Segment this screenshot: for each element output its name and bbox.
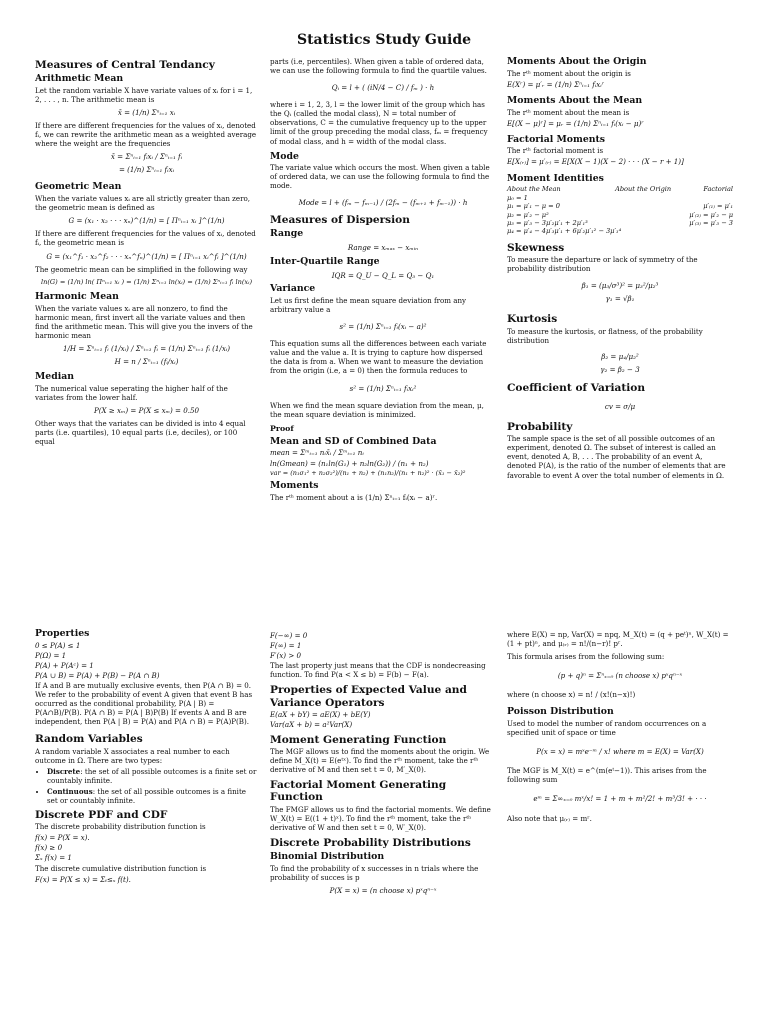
poisson-sum-equation: eᵐ = Σ∞ₓ₌₀ mˣ/x! = 1 + m + m²/2! + m³/3! + · · · <box>533 794 707 804</box>
mm-text: The rᵗʰ moment about the mean is <box>507 107 630 117</box>
column-2 <box>270 57 496 504</box>
hm-text: When the variate values xᵢ are all nonzero, to find the harmonic mean, first invert all the variate values and then find the arithmetic mean. This will give you the invers of the harmonic mean <box>35 303 253 341</box>
table-row <box>507 194 733 202</box>
mgf-text: The MGF allows us to find the moments about the origin. We define M_X(t) = E(eᵗˣ). To find the rᵗʰ moment, take the rᵗʰ derivative of M and then set t = 0, M′_X(0). <box>270 747 490 775</box>
mo-equation: E(Xʳ) = μ′ᵣ = (1/n) Σⁿᵢ₌₁ fᵢxᵢʳ <box>507 79 605 89</box>
heading-median: Median <box>35 371 75 383</box>
heading-coef-variation: Coefficient of Variation <box>507 381 646 394</box>
poisson-note: Also note that μ₍ᵣ₎ = mʳ. <box>507 813 592 823</box>
heading-iqr: Inter-Quartile Range <box>270 255 380 267</box>
list-item: P(A ∪ B) = P(A) + P(B) − P(A ∩ B) <box>35 670 160 680</box>
list-item: Σₓ f(x) = 1 <box>35 853 72 863</box>
mi-cell: μ₃ = μ′₃ − 3μ′₂μ′₁ + 2μ′₁³ <box>507 218 588 227</box>
ev-line-2: Var(aX + b) = a²Var(X) <box>270 719 353 729</box>
heading-kurtosis: Kurtosis <box>507 313 558 326</box>
am-equation: x̄ = (1/n) Σⁿᵢ₌₁ xᵢ <box>117 108 176 118</box>
table-row <box>507 202 733 210</box>
gm-simplify-text: The geometric mean can be simplified in the following way <box>35 264 248 274</box>
gm-equation: G = (x₁ · x₂ · · · xₙ)^(1/n) = [ Πⁿᵢ₌₁ xᵢ ]^(1/n) <box>68 216 225 226</box>
rv-continuous-term: Continuous <box>47 786 93 796</box>
combined-equation-2: ln(Gmean) = (n₁ln(G₁) + n₂ln(G₂)) / (n₁ + n₂) <box>270 458 429 468</box>
column-3 <box>507 54 733 482</box>
pdf-list <box>35 833 258 862</box>
table-row <box>507 227 733 235</box>
binom-where: where E(X) = np, Var(X) = npq, M_X(t) = (q + peᵗ)ⁿ, W_X(t) = (1 + pt)ⁿ, and μ₍ᵣ₎ = n!/(n−r)! pʳ. <box>507 630 729 649</box>
variance-equation-2: s² = (1/n) Σⁿᵢ₌₁ fᵢxᵢ² <box>349 383 417 393</box>
variance-text-3: When we find the mean square deviation from the mean, μ, the mean square deviation is minimized. <box>270 400 484 419</box>
cdf-equation: F(x) = P(X ≤ x) = Σₜ≤ₓ f(t). <box>35 874 131 884</box>
heading-arithmetic-mean: Arithmetic Mean <box>35 73 124 85</box>
table-row <box>507 219 733 227</box>
combined-equation-1: mean = Σᵐᵢ₌₁ nᵢx̄ᵢ / Σᵐᵢ₌₁ nᵢ <box>270 448 364 458</box>
heading-geometric-mean: Geometric Mean <box>35 181 122 193</box>
poisson-text: Used to model the number of random occurrences on a specified unit of space or time <box>507 719 707 738</box>
heading-proof: Proof <box>270 423 294 433</box>
hm-equation-2: H = n / Σⁿᵢ₌₁ (fᵢ/xᵢ) <box>114 357 179 367</box>
heading-moments-origin: Moments About the Origin <box>507 56 647 67</box>
binom-formula-text: This formula arises from the following sum: <box>507 652 665 662</box>
heading-fmgf: Factorial Moment Generating Function <box>270 779 447 804</box>
heading-moment-identities: Moment Identities <box>507 172 604 184</box>
pdf-text: The discrete probability distribution function is <box>35 822 206 832</box>
am-text: Let the random variable X have variate values of xᵢ for i = 1, 2, . . . , n. The arithmetic mean is <box>35 85 253 104</box>
heading-probability: Probability <box>507 421 573 434</box>
poisson-mgf-text: The MGF is M_X(t) = e^(m(eᵗ−1)). This arises from the following sum <box>507 766 707 785</box>
cdf-text: The discrete cumulative distribution function is <box>35 863 207 873</box>
heading-dispersion: Measures of Dispersion <box>270 213 410 226</box>
mi-cell: μ₁ = μ′₁ − μ = 0 <box>507 202 560 211</box>
mm-equation: E[(X − μ)ʳ] = μᵣ = (1/n) Σⁿᵢ₌₁ fᵢ(xᵢ − μ)ʳ <box>507 118 644 128</box>
mi-header-mean: About the Mean <box>507 185 561 194</box>
kurt-equation-1: β₂ = μ₄/μ₂² <box>601 351 639 361</box>
quartile-text: parts (i.e, percentiles). When given a table of ordered data, we can use the following formula to find the quartile values. <box>270 57 487 76</box>
properties-text: If A and B are mutually exclusive events, then P(A ∩ B) = 0. We refer to the probability of event A given that event B has occurred as the conditional probability, P(A | B) = P(A∩B)/P(B). P(A ∩ B) = P(A | B)P(B) If events A and B are independent, then P(A | B) = P(A) and P(A ∩ B) = P(A)P(B). <box>35 681 253 727</box>
list-item: P(Ω) = 1 <box>35 650 67 660</box>
heading-poisson: Poisson Distribution <box>507 706 614 718</box>
gm-simplify-equation: ln(G) = (1/n) ln( Πⁿᵢ₌₁ xᵢ ) = (1/n) Σⁿᵢ₌₁ ln(xᵢ) = (1/n) Σⁿᵢ₌₁ fᵢ ln(xᵢ) <box>40 277 253 286</box>
binom-equation: P(X = x) = (n choose x) pˣqⁿ⁻ˣ <box>329 885 437 895</box>
list-item: P(A) + P(Aᶜ) = 1 <box>35 660 94 670</box>
heading-moments-mean: Moments About the Mean <box>507 94 643 106</box>
am-freq-text: If there are different frequencies for the values of xᵢ, denoted fᵢ, we can rewrite the arithmetic mean as a weighted average where the weight are the frequencies <box>35 121 257 149</box>
fmgf-text: The FMGF allows us to find the factorial moments. We define W_X(t) = E((1 + t)ˣ). To find the rᵗʰ moment, take the rᵗʰ derivative of W and then set t = 0, W′_X(0). <box>270 804 491 832</box>
skew-text: To measure the departure or lack of symmetry of the probability distribution <box>507 255 698 274</box>
hm-equation-1: 1/H = Σⁿᵢ₌₁ fᵢ (1/xᵢ) / Σⁿᵢ₌₁ fᵢ = (1/n) Σⁿᵢ₌₁ fᵢ (1/xᵢ) <box>62 344 231 354</box>
am-freq-equation-1: x̄ = Σⁿᵢ₌₁ fᵢxᵢ / Σⁿᵢ₌₁ fᵢ <box>110 152 183 162</box>
mi-header-factorial: Factorial <box>703 185 733 194</box>
table-row <box>507 211 733 219</box>
mi-cell: μ₀ = 1 <box>507 193 528 202</box>
list-item: F(−∞) = 0 <box>270 631 308 640</box>
rv-discrete-term: Discrete <box>47 766 81 776</box>
column-1 <box>35 54 258 448</box>
list-item: f(x) ≥ 0 <box>35 843 63 853</box>
heading-harmonic-mean: Harmonic Mean <box>35 291 119 303</box>
quartile-where: where i = 1, 2, 3, l = the lower limit of the group which has the Qᵢ (called the modal class), N = total number of observations, C = the cumulative frequency up to the upper limit of the group preceding the modal class, fₘ = frequency of modal class, and h = width of the modal class. <box>270 100 488 146</box>
cv-equation: cv = σ/μ <box>604 401 636 411</box>
fm-equation: E[X₍ᵣ₎] = μ′₍ᵣ₎ = E[X(X − 1)(X − 2) · · · (X − r + 1)] <box>507 157 684 167</box>
gm-text: When the variate values xᵢ are all strictly greater than zero, the geometric mean is defined as <box>35 194 251 213</box>
list-item: F(∞) = 1 <box>270 641 302 651</box>
heading-properties: Properties <box>35 628 90 639</box>
mi-cell: μ₂ = μ′₂ − μ² <box>507 210 549 219</box>
list-item: f(x) = P(X = x). <box>35 833 90 843</box>
median-text-2: Other ways that the variates can be divided is into 4 equal parts (i.e. quartiles), 10 equal parts (i.e, deciles), or 100 equal <box>35 419 246 447</box>
gm-freq-text: If there are different frequencies for the values of xᵢ, denoted fᵢ, the geometric mean is <box>35 229 256 248</box>
kurt-equation-2: γ₂ = β₂ − 3 <box>600 364 640 374</box>
cdf-props-list <box>270 631 496 660</box>
column-6 <box>507 630 733 825</box>
rv-text: A random variable X associates a real number to each outcome in Ω. There are two types: <box>35 746 230 765</box>
heading-factorial-moments: Factorial Moments <box>507 133 606 145</box>
kurt-text: To measure the kurtosis, or flatness, of the probability distribution <box>507 326 703 345</box>
poisson-equation: P(x = x) = mˣe⁻ᵐ / x! where m = E(X) = Var(X) <box>536 747 704 757</box>
heading-mgf: Moment Generating Function <box>270 733 447 746</box>
page-title: Statistics Study Guide <box>296 32 472 48</box>
variance-text-2: This equation sums all the differences between each variate value and the value a. It is trying to capture how dispersed the data is from a. When we want to measure the deviation from the origin (i.e, a = 0) then the formula reduces to <box>270 339 487 376</box>
heading-moments: Moments <box>270 479 319 491</box>
skew-equation-2: γ₁ = √β₁ <box>605 294 635 304</box>
mi-cell <box>678 227 733 235</box>
variance-text: Let us first define the mean square deviation from any arbitrary value a <box>270 296 467 315</box>
combined-equation-3: var = (n₁σ₁² + n₂σ₂²)/(n₁ + n₂) + (n₁n₂)/(n₁ + n₂)² · (x̄₁ − x̄₂)² <box>270 468 466 477</box>
fm-text: The rᵗʰ factorial moment is <box>507 146 604 156</box>
skew-equation-1: β₁ = (μ₃/σ³)² = μ₃²/μ₂³ <box>581 281 659 291</box>
heading-discrete-pdf-cdf: Discrete PDF and CDF <box>35 809 168 822</box>
rv-list <box>47 767 258 805</box>
mode-text: The variate value which occurs the most. When given a table of ordered data, we can use the following formula to find the mode. <box>270 163 490 191</box>
am-freq-equation-2: = (1/n) Σⁿᵢ₌₁ fᵢxᵢ <box>118 165 175 175</box>
binom-sum-equation: (p + q)ⁿ = Σⁿₓ₌₀ (n choose x) pˣqⁿ⁻ˣ <box>557 671 683 681</box>
heading-discrete-dist: Discrete Probability Distributions <box>270 836 471 849</box>
mo-text: The rᵗʰ moment about the origin is <box>507 68 631 78</box>
mi-header-origin: About the Origin <box>615 185 672 194</box>
heading-binomial: Binomial Distribution <box>270 851 385 863</box>
mi-cell <box>678 194 733 202</box>
table-row <box>507 185 733 193</box>
list-item <box>47 787 258 805</box>
prob-text: The sample space is the set of all possible outcomes of an experiment, denoted Ω. The subset of interest is called an event, denoted A, B, . . . The probability of an event A, denoted P(A), is the ratio of the number of elements that are favorable to event A over the total number of elements in Ω. <box>507 434 726 480</box>
properties-list <box>35 641 258 680</box>
heading-variance: Variance <box>270 283 316 295</box>
binom-text: To find the probability of x successes in n trials where the probability of succes is p <box>270 863 479 882</box>
binom-where-2: where (n choose x) = n! / (x!(n−x)!) <box>507 690 636 700</box>
rv-discrete-text: : the set of all possible outcomes is a finite set or countably infinite. <box>47 766 257 785</box>
cdf-props-text: The last property just means that the CDF is nondecreasing function. To find P(a < X ≤ b) = F(b) − F(a). <box>270 661 486 680</box>
quartile-equation: Qᵢ = l + ( (iN/4 − C) / fₘ ) · h <box>331 83 435 93</box>
heading-skewness: Skewness <box>507 241 565 254</box>
rv-continuous-text: : the set of all possible outcomes is a finite set or countably infinite. <box>47 786 246 805</box>
heading-central-tendency: Measures of Central Tendancy <box>35 59 215 71</box>
moments-text: The rᵗʰ moment about a is (1/n) Σⁿᵢ₌₁ fᵢ(xᵢ − a)ʳ. <box>270 492 438 502</box>
mi-cell: μ′₍₂₎ = μ′₂ − μ <box>689 210 733 219</box>
list-item: F′(x) > 0 <box>270 651 302 661</box>
column-5 <box>270 630 496 899</box>
heading-mode: Mode <box>270 150 299 162</box>
iqr-equation: IQR = Q_U − Q_L = Q₃ − Q₁ <box>331 271 435 281</box>
range-equation: Range = xₘₐₓ − xₘᵢₙ <box>347 243 419 253</box>
mi-cell: μ₄ = μ′₄ − 4μ′₃μ′₁ + 6μ′₂μ′₁² − 3μ′₁⁴ <box>507 227 622 236</box>
heading-random-variables: Random Variables <box>35 733 143 746</box>
gm-freq-equation: G = (x₁^f₁ · x₂^f₂ · · · xₙ^fₙ)^(1/n) = [ Πⁿᵢ₌₁ xᵢ^fᵢ ]^(1/n) <box>46 251 247 261</box>
heading-properties-ev: Properties of Expected Value and Variance Operators <box>270 684 467 709</box>
moment-identities-table <box>507 185 733 236</box>
list-item <box>47 767 258 785</box>
median-equation: P(X ≥ xₘ) = P(X ≤ xₘ) = 0.50 <box>93 406 200 416</box>
ev-line-1: E(aX + bY) = aE(X) + bE(Y) <box>270 709 371 719</box>
list-item: 0 ≤ P(A) ≤ 1 <box>35 640 81 650</box>
heading-combined-data: Mean and SD of Combined Data <box>270 435 437 447</box>
variance-equation-1: s² = (1/n) Σⁿᵢ₌₁ fᵢ(xᵢ − a)² <box>339 322 427 332</box>
heading-range: Range <box>270 227 304 239</box>
column-4 <box>35 626 258 885</box>
mode-equation: Mode = l + (fₘ − fₘ₋₁) / (2fₘ − (fₘ₊₁ + fₘ₋₁)) · h <box>298 197 468 207</box>
mi-cell: μ′₍₁₎ = μ′₁ <box>703 202 733 211</box>
median-text: The numerical value seperating the higher half of the variates from the lower half. <box>35 384 228 403</box>
mi-cell: μ′₍₃₎ = μ′₃ − 3 <box>689 218 733 227</box>
